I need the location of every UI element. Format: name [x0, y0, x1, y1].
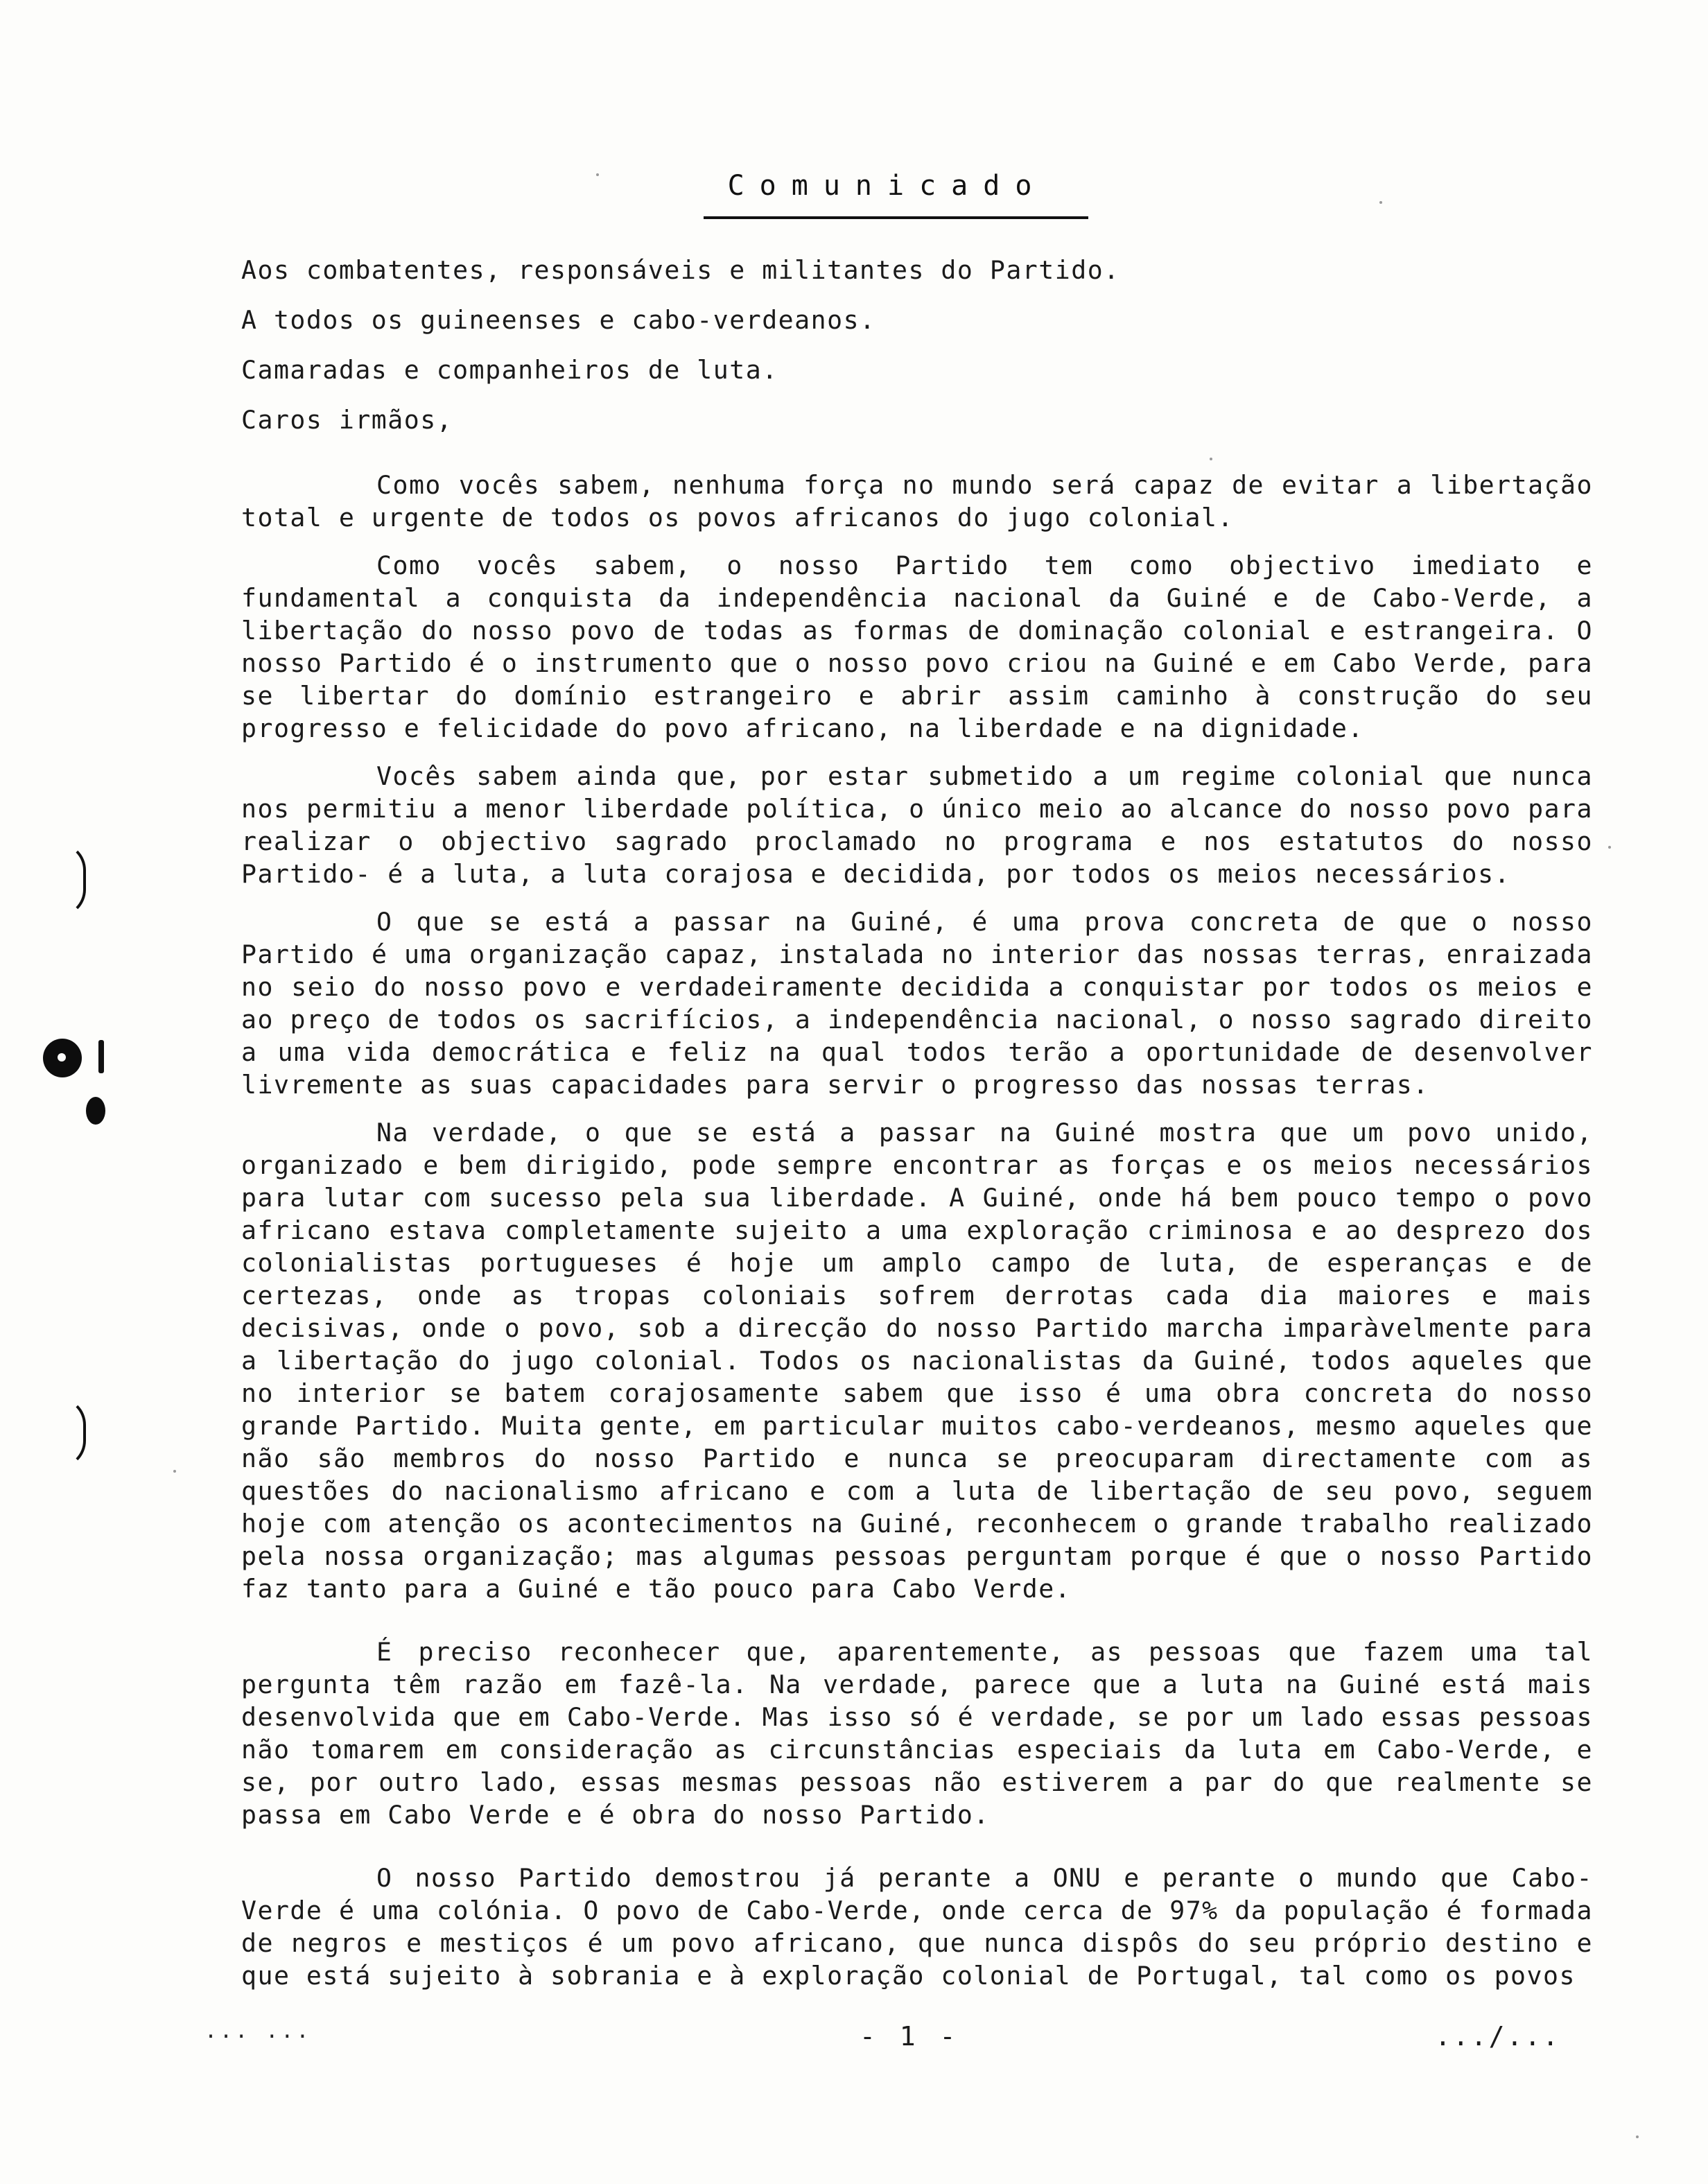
paragraph: O nosso Partido demostrou já perante a ONU e perante o mundo que Cabo-Verde é uma colónia. O povo de Cabo-Verde, onde cerca de 97% da população é formada de negros e mestiços é um povo africano, que nunca dispôs do seu próprio destino e que está sujeito à sobrania e à exploração colonial de Portugal, tal como os povos — [241, 1863, 1593, 1991]
paragraph: É preciso reconhecer que, aparentemente, as pessoas que fazem uma tal pergunta têm razão em fazê-la. Na verdade, parece que a luta na Guiné está mais desenvolvida que em Cabo-Verde. Mas isso só é verdade, se por um lado essas pessoas não tomarem em consideração as circunstâncias especiais da luta em Cabo-Verde, e se, por outro lado, essas mesmas pessoas não estiverem a par do que realmente se passa em Cabo Verde e é obra do nosso Partido. — [241, 1637, 1593, 1830]
salutation-line: Camaradas e companheiros de luta. — [241, 355, 778, 385]
salutation-line: Aos combatentes, responsáveis e militantes do Partido. — [241, 255, 1120, 285]
paragraph: Vocês sabem ainda que, por estar submetido a um regime colonial que nunca nos permitiu a menor liberdade política, o único meio ao alcance do nosso povo para realizar o objectivo sagrado proclamado no programa e nos estatutos do nosso Partido- é a luta, a luta corajosa e decidida, por todos os meios necessários. — [241, 761, 1593, 889]
paragraph: Na verdade, o que se está a passar na Guiné mostra que um povo unido, organizado e bem dirigido, pode sempre encontrar as forças e os meios necessários para lutar com sucesso pela sua liberdade. A Guiné, onde há bem pouco tempo o povo africano estava completamente sujeito a uma exploração criminosa e ao desprezo dos colonialistas portugueses é hoje um amplo campo de luta, de esperanças e de certezas, onde as tropas coloniais sofrem derrotas cada dia maiores e mais decisivas, onde o povo, sob a direcção do nosso Partido marcha imparàvelmente para a libertação do jugo colonial. Todos os nacionalistas da Guiné, todos aqueles que no interior se batem corajosamente sabem que isso é uma obra concreta do nosso grande Partido. Muita gente, em particular muitos cabo-verdeanos, mesmo aqueles que não são membros do nosso Partido e nunca se preocuparam directamente com as questões do nacionalismo africano e com a luta de libertação de seu povo, seguem hoje com atenção os acontecimentos na Guiné, reconhecem o grande trabalho realizado pela nossa organização; mas algumas pessoas perguntam porque é que o nosso Partido faz tanto para a Guiné e tão pouco para Cabo Verde. — [241, 1118, 1593, 1604]
paper-speck — [1636, 2135, 1639, 2138]
continuation-marker: .../... — [1435, 2021, 1561, 2052]
margin-bracket-mark — [57, 842, 86, 917]
punch-hole-mark — [43, 1039, 82, 1077]
paragraph: Como vocês sabem, nenhuma força no mundo será capaz de evitar a libertação total e urgente de todos os povos africanos do jugo colonial. — [241, 470, 1593, 532]
paper-speck — [1608, 846, 1611, 849]
paragraph: O que se está a passar na Guiné, é uma prova concreta de que o nosso Partido é uma organização capaz, instalada no interior das nossas terras, enraizada no seio do nosso povo e verdadeiramente decidida a conquistar por todos os meios e ao preço de todos os sacrifícios, a independência nacional, o nosso sagrado direito a uma vida democrática e feliz na qual todos terão a oportunidade de desenvolver livremente as suas capacidades para servir o progresso das nossas terras. — [241, 907, 1593, 1100]
paper-speck — [1210, 458, 1212, 460]
margin-bracket-mark — [55, 1397, 86, 1468]
paper-speck — [1379, 201, 1382, 204]
paper-speck — [173, 1470, 176, 1473]
salutation-line: Caros irmãos, — [241, 405, 453, 435]
ink-blot — [86, 1097, 105, 1125]
footer-marks: ... ... — [204, 2019, 312, 2043]
document-title: Comunicado — [727, 170, 1047, 202]
ink-mark — [98, 1040, 104, 1073]
page-number: - 1 - — [860, 2021, 960, 2052]
document-body — [241, 254, 1593, 2007]
title-underline — [704, 216, 1088, 219]
salutation-line: A todos os guineenses e cabo-verdeanos. — [241, 305, 876, 335]
paper-speck — [596, 173, 599, 176]
paragraph: Como vocês sabem, o nosso Partido tem como objectivo imediato e fundamental a conquista da independência nacional da Guiné e de Cabo-Verde, a libertação do nosso povo de todas as formas de dominação colonial e estrangeira. O nosso Partido é o instrumento que o nosso povo criou na Guiné e em Cabo Verde, para se libertar do domínio estrangeiro e abrir assim caminho à construção do seu progresso e felicidade do povo africano, na liberdade e na dignidade. — [241, 551, 1593, 743]
